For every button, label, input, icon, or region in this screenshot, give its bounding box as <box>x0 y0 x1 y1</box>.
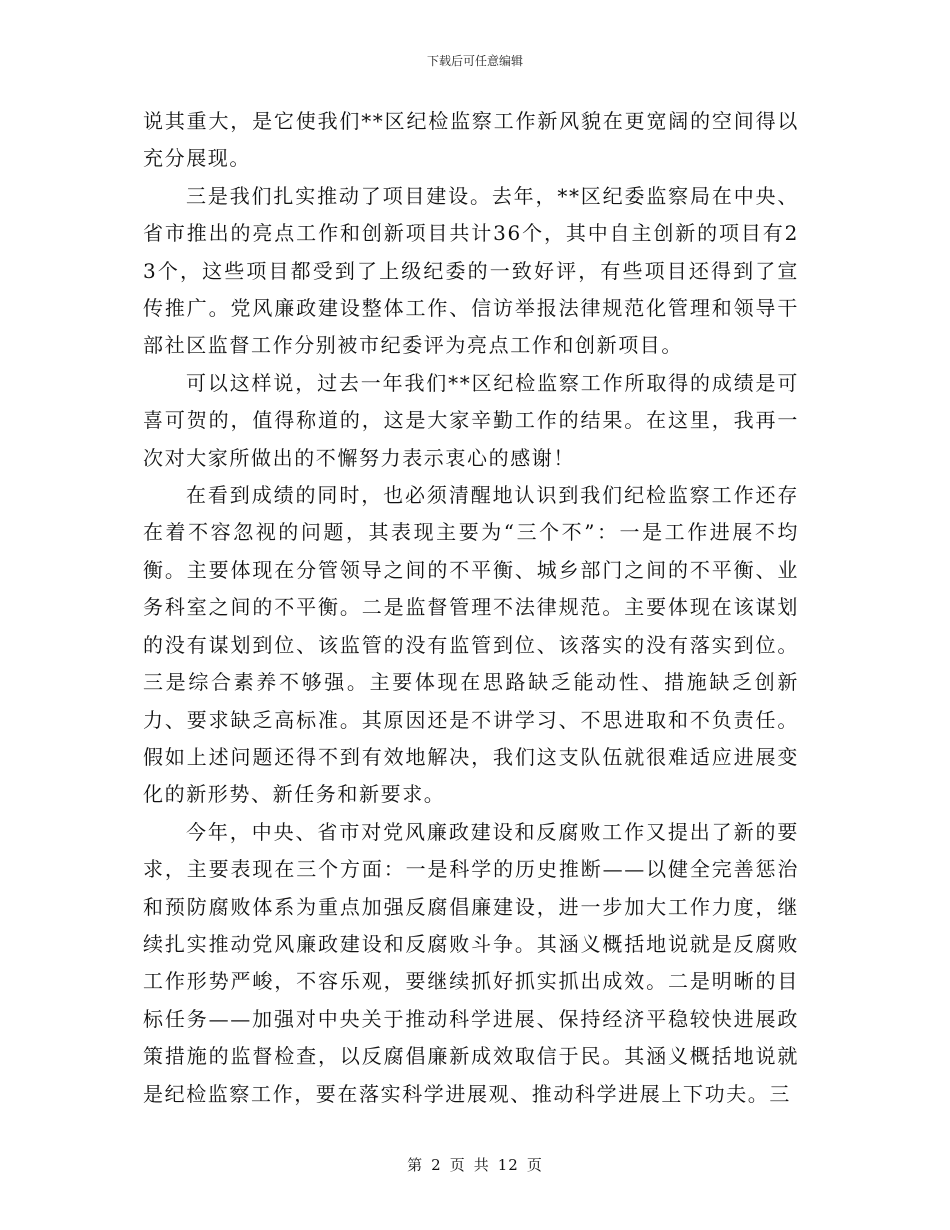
page-number-footer <box>0 1155 950 1175</box>
header-note: 下载后可任意编辑 <box>426 54 523 68</box>
document-body <box>143 103 799 1113</box>
total-pages-number: 12 <box>497 1156 519 1174</box>
footer-prefix: 第 <box>407 1156 424 1174</box>
footer-page-label: 页 <box>449 1156 466 1174</box>
paragraph: 今年，中央、省市对党风廉政建设和反腐败工作又提出了新的要求，主要表现在三个方面：一是科学的历史推断——以健全完善惩治和预防腐败体系为重点加强反腐倡廉建设，进一步加大工作力度，继续扎实推动党风廉政建设和反腐败斗争。其涵义概括地说就是反腐败工作形势严峻，不容乐观，要继续抓好抓实抓出成效。二是明晰的目标任务——加强对中央关于推动科学进展、保持经济平稳较快进展政策措施的监督检查，以反腐倡廉新成效取信于民。其涵义概括地说就是纪检监察工作，要在落实科学进展观、推动科学进展上下功夫。三 <box>143 819 799 1106</box>
paragraph: 三是我们扎实推动了项目建设。去年，**区纪委监察局在中央、省市推出的亮点工作和创新项目共计36个，其中自主创新的项目有23个，这些项目都受到了上级纪委的一致好评，有些项目还得到了宣传推广。党风廉政建设整体工作、信访举报法律规范化管理和领导干部社区监督工作分别被市纪委评为亮点工作和创新项目。 <box>143 183 799 358</box>
current-page-number: 2 <box>431 1156 442 1174</box>
paragraph: 可以这样说，过去一年我们**区纪检监察工作所取得的成绩是可喜可贺的，值得称道的，这是大家辛勤工作的结果。在这里，我再一次对大家所做出的不懈努力表示衷心的感谢！ <box>143 370 799 470</box>
paragraph-continued: 说其重大，是它使我们**区纪检监察工作新风貌在更宽阔的空间得以充分展现。 <box>143 109 799 171</box>
footer-total-label: 共 <box>473 1156 490 1174</box>
paragraph: 在看到成绩的同时，也必须清醒地认识到我们纪检监察工作还存在着不容忽视的问题，其表现主要为“三个不”：一是工作进展不均衡。主要体现在分管领导之间的不平衡、城乡部门之间的不平衡、业务科室之间的不平衡。二是监督管理不法律规范。主要体现在该谋划的没有谋划到位、该监管的没有监管到位、该落实的没有落实到位。三是综合素养不够强。主要体现在思路缺乏能动性、措施缺乏创新力、要求缺乏高标准。其原因还是不讲学习、不思进取和不负责任。假如上述问题还得不到有效地解决，我们这支队伍就很难适应进展变化的新形势、新任务和新要求。 <box>143 483 799 807</box>
footer-suffix: 页 <box>526 1156 543 1174</box>
